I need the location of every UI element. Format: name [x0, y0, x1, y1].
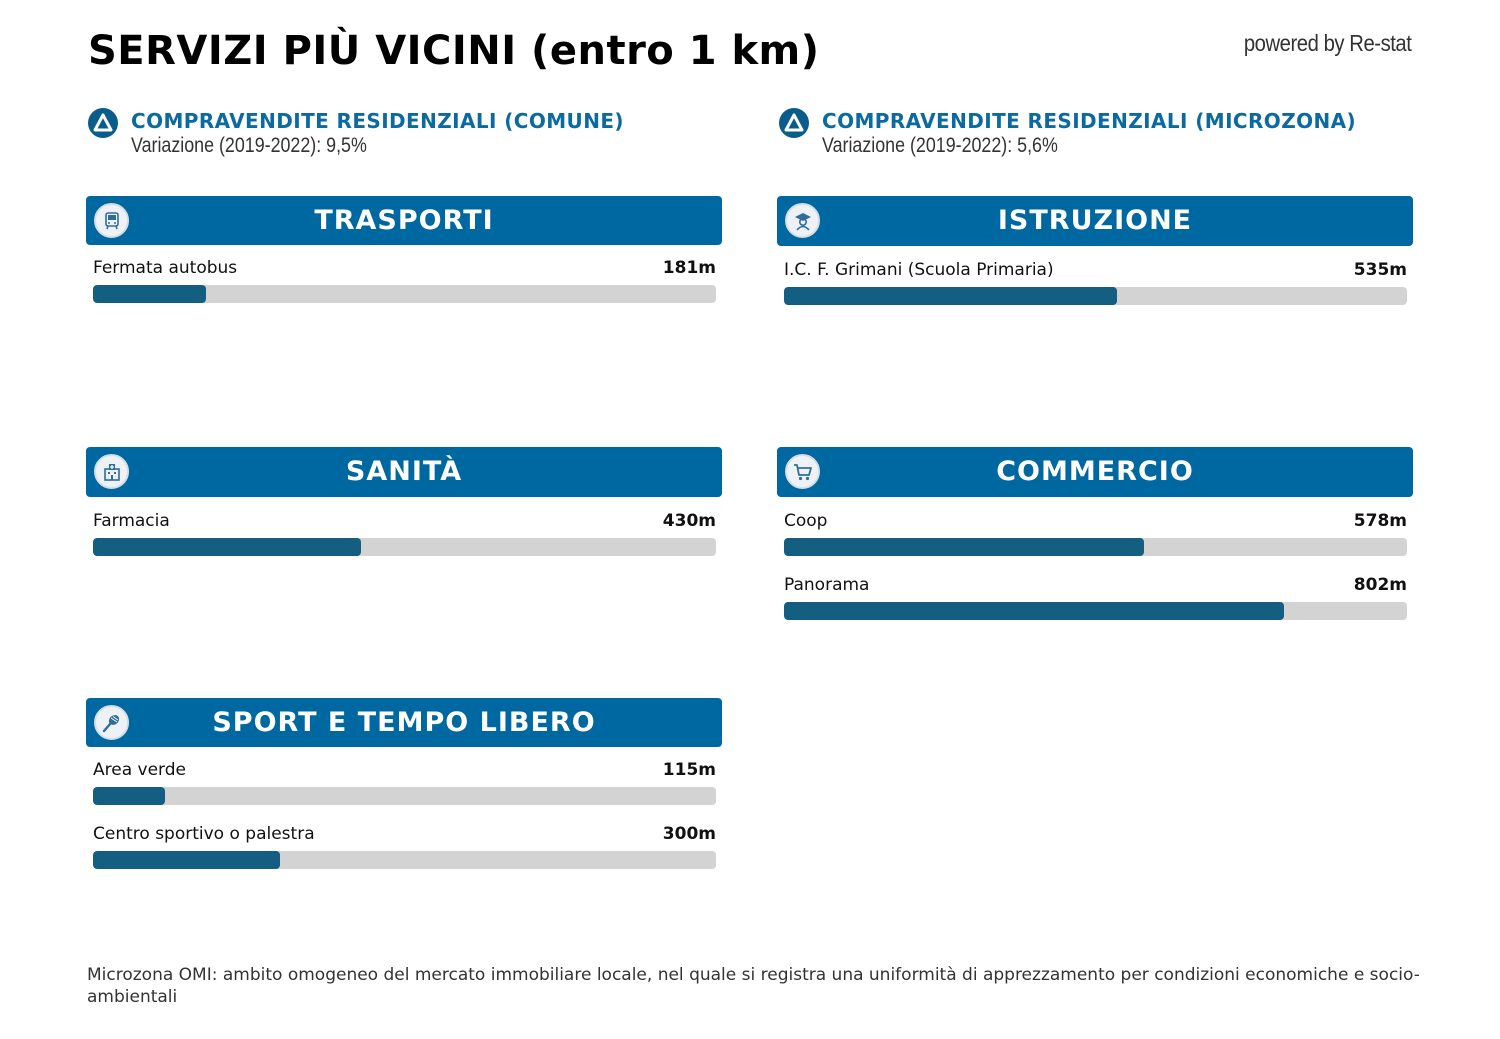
bar-fill — [93, 538, 361, 556]
bar-track — [784, 602, 1407, 620]
compravendite-microzona-title: COMPRAVENDITE RESIDENZIALI (MICROZONA) — [822, 109, 1357, 133]
bar-item — [93, 258, 716, 308]
bar-value-label: 802m — [1353, 575, 1407, 595]
panel-header — [777, 447, 1413, 497]
bar-label: Coop — [784, 511, 828, 531]
bar-item — [784, 575, 1407, 625]
panel-header — [86, 698, 722, 747]
bar-item — [784, 260, 1407, 310]
bar-value-label: 300m — [662, 824, 716, 844]
page-title: SERVIZI PIÙ VICINI (entro 1 km) — [88, 28, 820, 74]
panel-title: SPORT E TEMPO LIBERO — [212, 707, 596, 738]
compravendite-microzona-variation: Variazione (2019-2022): 5,6% — [822, 134, 1058, 157]
bar-track — [93, 851, 716, 869]
panel-header — [777, 196, 1413, 246]
tennis-racket-icon — [94, 705, 129, 740]
bar-item — [93, 824, 716, 874]
bar-value-label: 181m — [662, 258, 716, 278]
bar-fill — [93, 851, 280, 869]
bar-item — [784, 511, 1407, 561]
triangle-up-icon — [88, 108, 118, 138]
bar-track — [93, 787, 716, 805]
bar-track — [93, 538, 716, 556]
bar-fill — [784, 538, 1144, 556]
panel-header — [86, 196, 722, 245]
bar-label: I.C. F. Grimani (Scuola Primaria) — [784, 260, 1054, 280]
bar-value-label: 535m — [1353, 260, 1407, 280]
triangle-up-icon — [779, 108, 809, 138]
compravendite-comune-title: COMPRAVENDITE RESIDENZIALI (COMUNE) — [131, 109, 624, 133]
bar-fill — [784, 602, 1284, 620]
panel-title: TRASPORTI — [314, 205, 494, 236]
bar-value-label: 115m — [662, 760, 716, 780]
panel-title: SANITÀ — [345, 456, 463, 487]
panel-header — [86, 447, 722, 497]
bar-track — [93, 285, 716, 303]
footnote: Microzona OMI: ambito omogeneo del mercato immobiliare locale, nel quale si registra una uniformità di apprezzamento per condizioni economiche e socio-ambientali — [87, 965, 1420, 1007]
bar-label: Fermata autobus — [93, 258, 238, 278]
bar-label: Farmacia — [93, 511, 170, 531]
panel-title: ISTRUZIONE — [997, 205, 1193, 236]
student-icon — [785, 203, 820, 238]
bar-fill — [784, 287, 1117, 305]
bar-value-label: 430m — [662, 511, 716, 531]
compravendite-comune-variation: Variazione (2019-2022): 9,5% — [131, 134, 367, 157]
bus-icon — [94, 203, 129, 238]
bar-track — [784, 538, 1407, 556]
bar-value-label: 578m — [1353, 511, 1407, 531]
bar-label: Centro sportivo o palestra — [93, 824, 315, 844]
cart-icon — [785, 454, 820, 489]
powered-by-label: powered by Re-stat — [1243, 30, 1411, 56]
bar-item — [93, 760, 716, 810]
bar-track — [784, 287, 1407, 305]
bar-fill — [93, 787, 165, 805]
bar-label: Panorama — [784, 575, 870, 595]
panel-title: COMMERCIO — [996, 456, 1194, 487]
bar-item — [93, 511, 716, 561]
bar-label: Area verde — [93, 760, 186, 780]
bar-fill — [93, 285, 206, 303]
hospital-icon — [94, 454, 129, 489]
